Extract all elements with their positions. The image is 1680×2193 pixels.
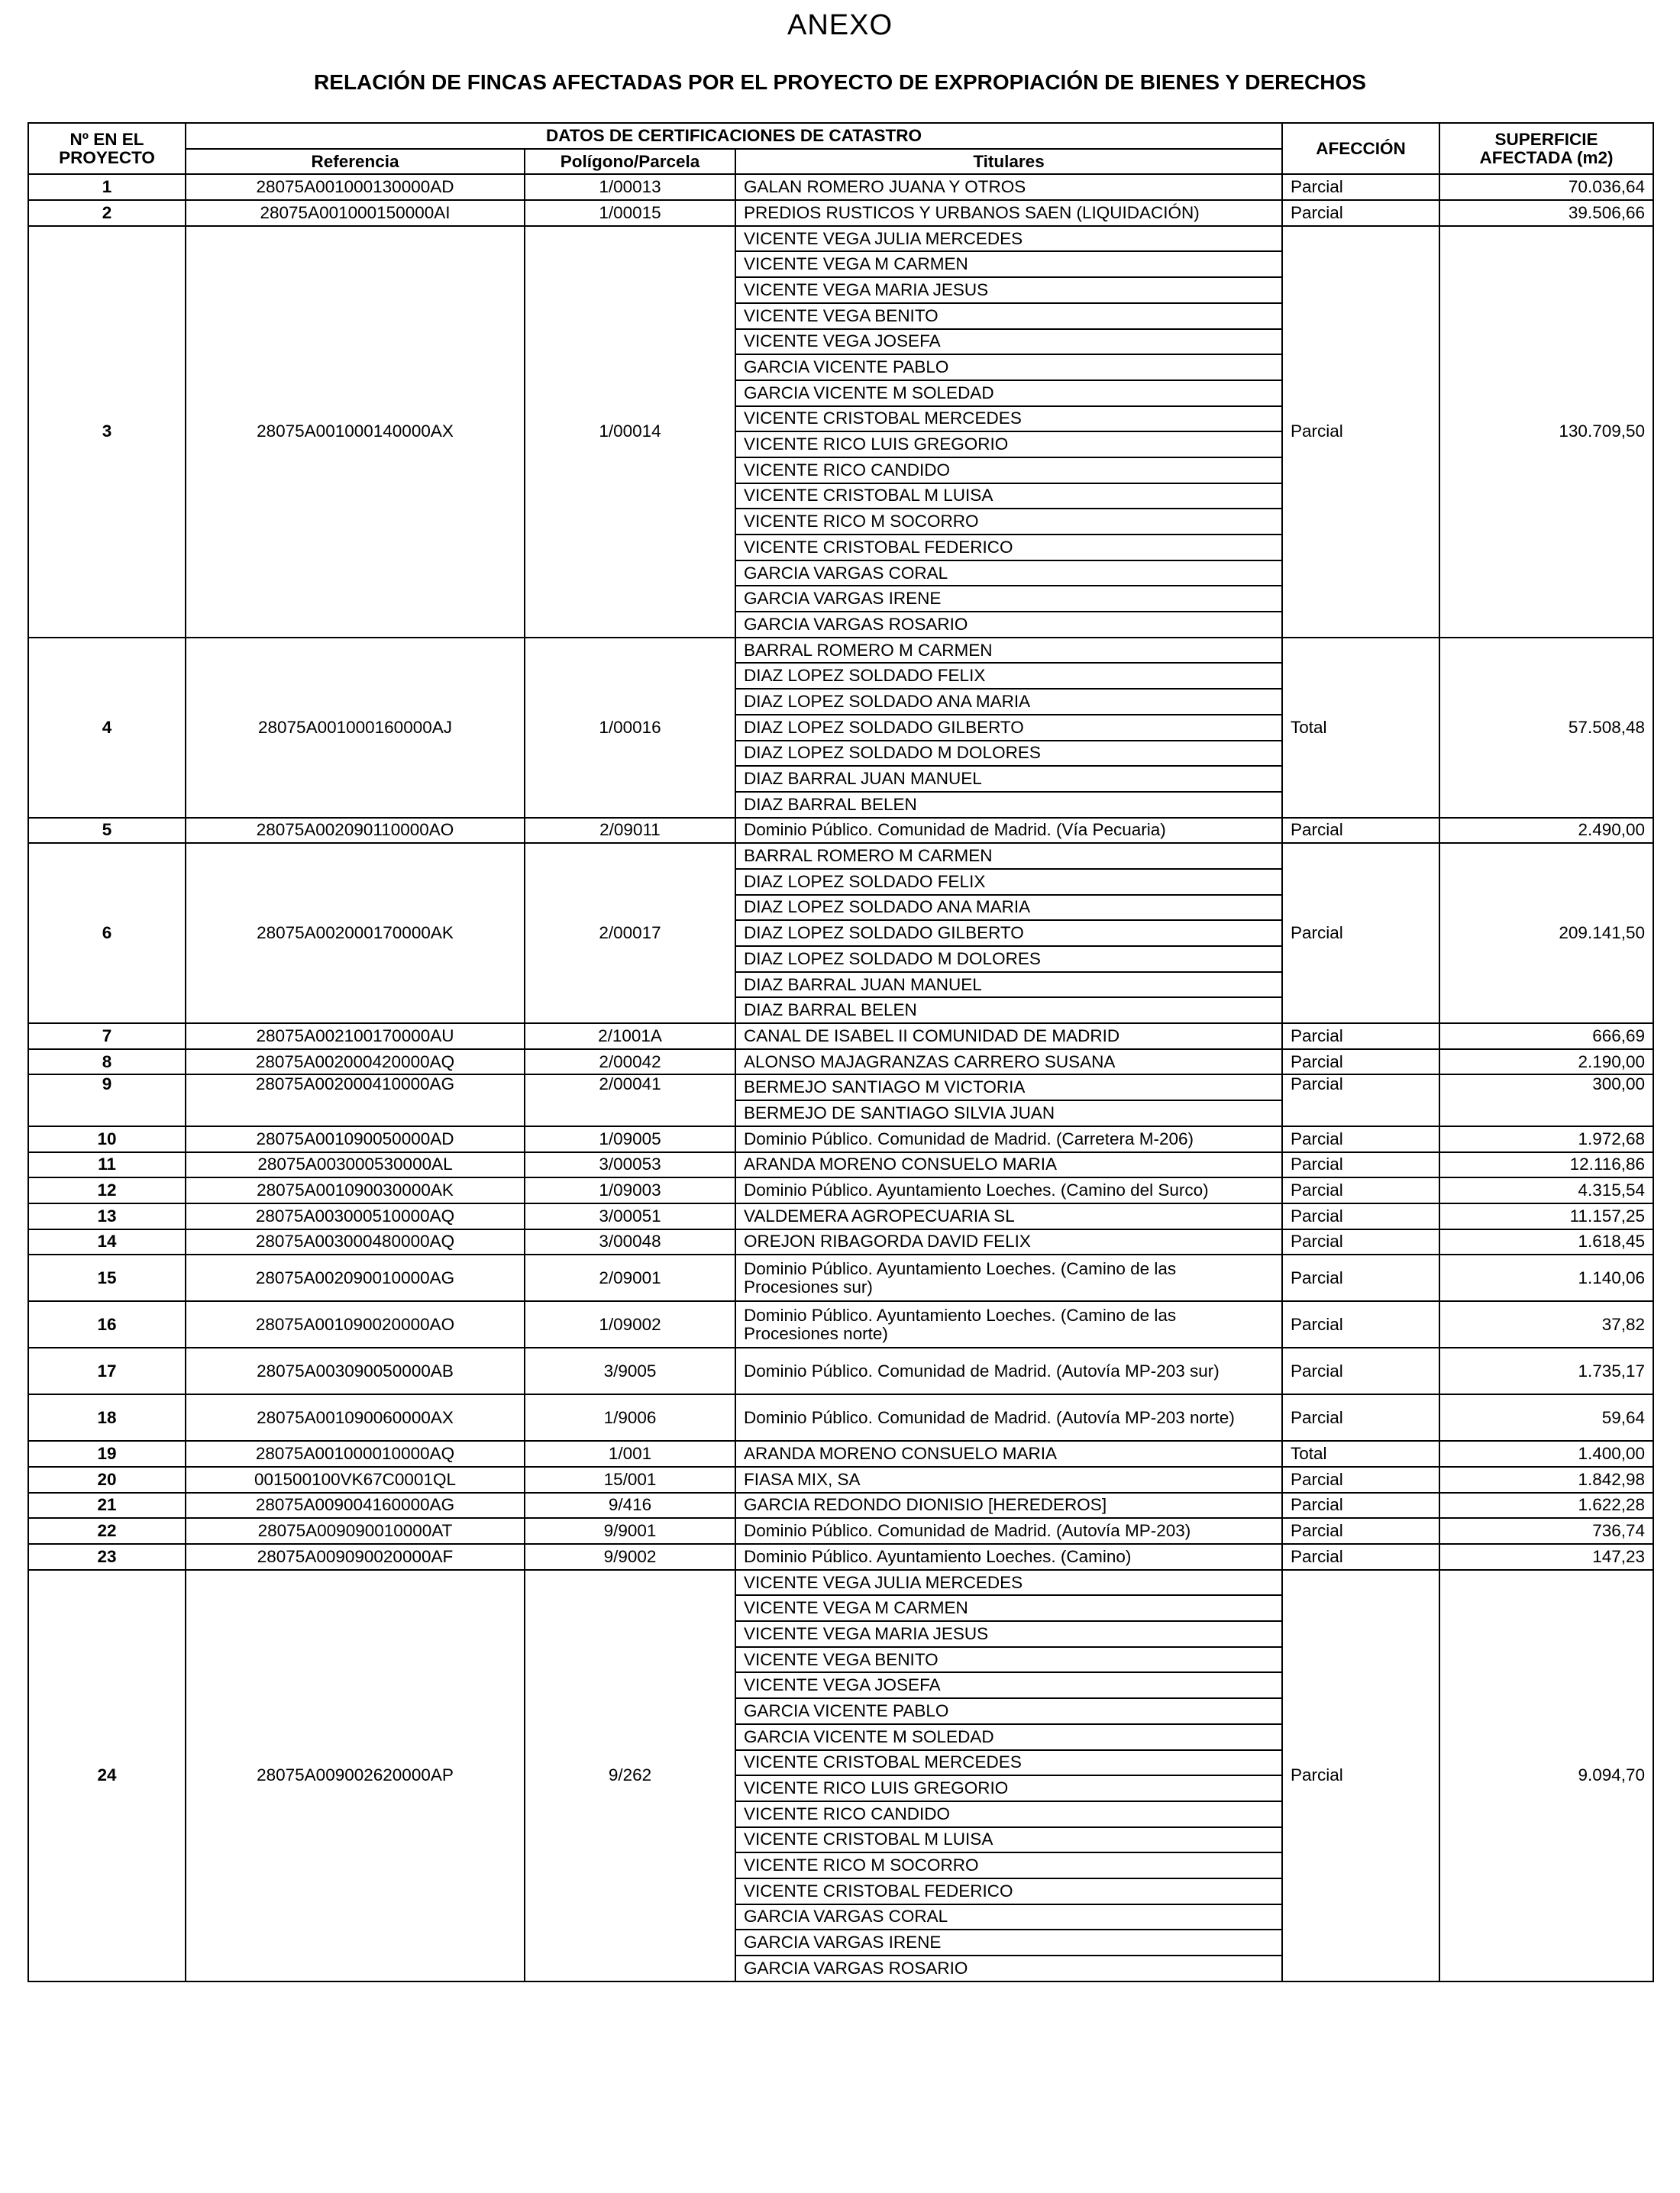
afeccion-value: Parcial (1282, 1467, 1439, 1493)
catastro-reference: 001500100VK67C0001QL (186, 1467, 525, 1493)
titular: OREJON RIBAGORDA DAVID FELIX (735, 1229, 1282, 1255)
afeccion-value: Parcial (1282, 1049, 1439, 1075)
titular: DIAZ BARRAL JUAN MANUEL (735, 766, 1282, 792)
titular: VICENTE RICO CANDIDO (735, 457, 1282, 483)
table-row (28, 1255, 1653, 1301)
afeccion-value: Parcial (1282, 1255, 1439, 1301)
table-row (28, 226, 1653, 252)
afeccion-value: Parcial (1282, 200, 1439, 226)
header-poligono: Polígono/Parcela (525, 149, 735, 175)
titular: GARCIA VARGAS IRENE (735, 586, 1282, 612)
titular: VICENTE VEGA JOSEFA (735, 1672, 1282, 1698)
titular: BERMEJO SANTIAGO M VICTORIA (735, 1074, 1282, 1100)
catastro-reference: 28075A003090050000AB (186, 1348, 525, 1394)
table-row (28, 1229, 1653, 1255)
finca-number: 3 (28, 226, 186, 638)
poligono-parcela: 1/09003 (525, 1177, 735, 1203)
afeccion-value: Parcial (1282, 1570, 1439, 1981)
titular: VICENTE VEGA JULIA MERCEDES (735, 226, 1282, 252)
finca-number: 7 (28, 1023, 186, 1049)
poligono-parcela: 15/001 (525, 1467, 735, 1493)
afeccion-value: Parcial (1282, 1518, 1439, 1544)
titular: VICENTE VEGA JOSEFA (735, 329, 1282, 355)
table-row (28, 174, 1653, 200)
titular: BERMEJO DE SANTIAGO SILVIA JUAN (735, 1100, 1282, 1126)
poligono-parcela: 1/00014 (525, 226, 735, 638)
superficie-value: 1.140,06 (1439, 1255, 1653, 1301)
poligono-parcela: 9/9001 (525, 1518, 735, 1544)
table-row (28, 1441, 1653, 1467)
titular: VICENTE CRISTOBAL M LUISA (735, 483, 1282, 509)
superficie-value: 1.618,45 (1439, 1229, 1653, 1255)
finca-number: 17 (28, 1348, 186, 1394)
poligono-parcela: 9/416 (525, 1493, 735, 1519)
poligono-parcela: 9/262 (525, 1570, 735, 1981)
afeccion-value: Parcial (1282, 226, 1439, 638)
superficie-value: 300,00 (1439, 1074, 1653, 1126)
finca-number: 21 (28, 1493, 186, 1519)
poligono-parcela: 1/00013 (525, 174, 735, 200)
titular: VALDEMERA AGROPECUARIA SL (735, 1203, 1282, 1229)
finca-number: 9 (28, 1074, 186, 1126)
titular: DIAZ LOPEZ SOLDADO GILBERTO (735, 715, 1282, 741)
finca-number: 20 (28, 1467, 186, 1493)
table-row (28, 638, 1653, 664)
finca-number: 8 (28, 1049, 186, 1075)
poligono-parcela: 1/001 (525, 1441, 735, 1467)
titular: Dominio Público. Comunidad de Madrid. (Vía Pecuaria) (735, 818, 1282, 844)
afeccion-value: Parcial (1282, 1348, 1439, 1394)
superficie-value: 1.842,98 (1439, 1467, 1653, 1493)
poligono-parcela: 2/1001A (525, 1023, 735, 1049)
titular: DIAZ LOPEZ SOLDADO ANA MARIA (735, 689, 1282, 715)
afeccion-value: Parcial (1282, 1301, 1439, 1348)
table-row (28, 1544, 1653, 1570)
titular: PREDIOS RUSTICOS Y URBANOS SAEN (LIQUIDACIÓN) (735, 200, 1282, 226)
poligono-parcela: 1/9006 (525, 1394, 735, 1441)
table-row (28, 200, 1653, 226)
titular: VICENTE RICO LUIS GREGORIO (735, 1775, 1282, 1801)
afeccion-value: Parcial (1282, 1126, 1439, 1152)
catastro-reference: 28075A002090010000AG (186, 1255, 525, 1301)
header-num: Nº EN EL PROYECTO (28, 123, 186, 174)
finca-number: 23 (28, 1544, 186, 1570)
catastro-reference: 28075A001000150000AI (186, 200, 525, 226)
titular: DIAZ BARRAL JUAN MANUEL (735, 972, 1282, 998)
poligono-parcela: 2/09011 (525, 818, 735, 844)
afeccion-value: Parcial (1282, 1023, 1439, 1049)
poligono-parcela: 1/00015 (525, 200, 735, 226)
finca-number: 10 (28, 1126, 186, 1152)
poligono-parcela: 9/9002 (525, 1544, 735, 1570)
titular: GARCIA VARGAS CORAL (735, 560, 1282, 586)
superficie-value: 2.490,00 (1439, 818, 1653, 844)
poligono-parcela: 3/00053 (525, 1152, 735, 1178)
table-row (28, 1023, 1653, 1049)
titular: DIAZ LOPEZ SOLDADO FELIX (735, 663, 1282, 689)
page-subtitle: RELACIÓN DE FINCAS AFECTADAS POR EL PROYECTO DE EXPROPIACIÓN DE BIENES Y DERECHOS (314, 70, 1366, 94)
catastro-reference: 28075A001090020000AO (186, 1301, 525, 1348)
titular: GARCIA VICENTE PABLO (735, 1698, 1282, 1724)
finca-number: 14 (28, 1229, 186, 1255)
table-row (28, 843, 1653, 869)
titular: VICENTE VEGA BENITO (735, 1647, 1282, 1673)
catastro-reference: 28075A002100170000AU (186, 1023, 525, 1049)
table-row (28, 1493, 1653, 1519)
catastro-reference: 28075A002090110000AO (186, 818, 525, 844)
finca-number: 19 (28, 1441, 186, 1467)
titular: VICENTE RICO CANDIDO (735, 1801, 1282, 1827)
poligono-parcela: 3/00048 (525, 1229, 735, 1255)
table-row (28, 1394, 1653, 1441)
table-row (28, 1203, 1653, 1229)
superficie-value: 736,74 (1439, 1518, 1653, 1544)
titular: GALAN ROMERO JUANA Y OTROS (735, 174, 1282, 200)
titular: ALONSO MAJAGRANZAS CARRERO SUSANA (735, 1049, 1282, 1075)
afeccion-value: Parcial (1282, 174, 1439, 200)
afeccion-value: Parcial (1282, 1493, 1439, 1519)
catastro-reference: 28075A009090020000AF (186, 1544, 525, 1570)
catastro-reference: 28075A001000010000AQ (186, 1441, 525, 1467)
titular: DIAZ LOPEZ SOLDADO GILBERTO (735, 920, 1282, 946)
catastro-reference: 28075A009004160000AG (186, 1493, 525, 1519)
table-header (28, 123, 1653, 174)
afeccion-value: Parcial (1282, 1177, 1439, 1203)
finca-number: 2 (28, 200, 186, 226)
finca-number: 18 (28, 1394, 186, 1441)
titular: Dominio Público. Ayuntamiento Loeches. (Camino) (735, 1544, 1282, 1570)
catastro-reference: 28075A001000140000AX (186, 226, 525, 638)
afeccion-value: Total (1282, 638, 1439, 818)
catastro-reference: 28075A009002620000AP (186, 1570, 525, 1981)
poligono-parcela: 1/00016 (525, 638, 735, 818)
titular: Dominio Público. Ayuntamiento Loeches. (Camino de las Procesiones sur) (735, 1255, 1282, 1301)
superficie-value: 39.506,66 (1439, 200, 1653, 226)
titular: DIAZ LOPEZ SOLDADO M DOLORES (735, 946, 1282, 972)
afeccion-value: Parcial (1282, 1229, 1439, 1255)
finca-number: 22 (28, 1518, 186, 1544)
table-row (28, 1126, 1653, 1152)
superficie-value: 147,23 (1439, 1544, 1653, 1570)
titular: ARANDA MORENO CONSUELO MARIA (735, 1441, 1282, 1467)
titular: DIAZ BARRAL BELEN (735, 997, 1282, 1023)
titular: DIAZ LOPEZ SOLDADO FELIX (735, 869, 1282, 895)
finca-number: 11 (28, 1152, 186, 1178)
catastro-reference: 28075A001000130000AD (186, 174, 525, 200)
afeccion-value: Parcial (1282, 843, 1439, 1023)
superficie-value: 4.315,54 (1439, 1177, 1653, 1203)
poligono-parcela: 1/09002 (525, 1301, 735, 1348)
afeccion-value: Parcial (1282, 1544, 1439, 1570)
superficie-value: 130.709,50 (1439, 226, 1653, 638)
superficie-value: 37,82 (1439, 1301, 1653, 1348)
titular: GARCIA VICENTE M SOLEDAD (735, 380, 1282, 406)
titular: VICENTE CRISTOBAL MERCEDES (735, 1750, 1282, 1776)
header-afeccion: AFECCIÓN (1282, 123, 1439, 174)
titular: CANAL DE ISABEL II COMUNIDAD DE MADRID (735, 1023, 1282, 1049)
catastro-reference: 28075A001090060000AX (186, 1394, 525, 1441)
superficie-value: 59,64 (1439, 1394, 1653, 1441)
poligono-parcela: 1/09005 (525, 1126, 735, 1152)
poligono-parcela: 2/00017 (525, 843, 735, 1023)
catastro-reference: 28075A003000480000AQ (186, 1229, 525, 1255)
finca-number: 4 (28, 638, 186, 818)
finca-number: 16 (28, 1301, 186, 1348)
header-titulares: Titulares (735, 149, 1282, 175)
page-title: ANEXO (787, 9, 893, 41)
table-row (28, 1049, 1653, 1075)
poligono-parcela: 3/9005 (525, 1348, 735, 1394)
titular: DIAZ LOPEZ SOLDADO M DOLORES (735, 741, 1282, 767)
catastro-reference: 28075A003000510000AQ (186, 1203, 525, 1229)
titular: GARCIA VARGAS CORAL (735, 1904, 1282, 1930)
superficie-value: 57.508,48 (1439, 638, 1653, 818)
titular: DIAZ BARRAL BELEN (735, 792, 1282, 818)
titular: DIAZ LOPEZ SOLDADO ANA MARIA (735, 895, 1282, 921)
superficie-value: 1.400,00 (1439, 1441, 1653, 1467)
afeccion-value: Total (1282, 1441, 1439, 1467)
titular: VICENTE RICO M SOCORRO (735, 509, 1282, 535)
titular: GARCIA VARGAS IRENE (735, 1930, 1282, 1956)
catastro-reference: 28075A002000170000AK (186, 843, 525, 1023)
catastro-reference: 28075A003000530000AL (186, 1152, 525, 1178)
titular: GARCIA VICENTE M SOLEDAD (735, 1724, 1282, 1750)
titular: VICENTE CRISTOBAL MERCEDES (735, 406, 1282, 432)
superficie-value: 11.157,25 (1439, 1203, 1653, 1229)
titular: VICENTE VEGA MARIA JESUS (735, 1621, 1282, 1647)
superficie-value: 2.190,00 (1439, 1049, 1653, 1075)
superficie-value: 12.116,86 (1439, 1152, 1653, 1178)
table-row (28, 818, 1653, 844)
poligono-parcela: 2/00041 (525, 1074, 735, 1126)
afeccion-value: Parcial (1282, 1203, 1439, 1229)
catastro-reference: 28075A002000420000AQ (186, 1049, 525, 1075)
catastro-reference: 28075A009090010000AT (186, 1518, 525, 1544)
header-referencia: Referencia (186, 149, 525, 175)
titular: GARCIA VARGAS ROSARIO (735, 612, 1282, 638)
header-superficie: SUPERFICIE AFECTADA (m2) (1439, 123, 1653, 174)
table-row (28, 1518, 1653, 1544)
titular: Dominio Público. Comunidad de Madrid. (Autovía MP-203) (735, 1518, 1282, 1544)
table-row (28, 1570, 1653, 1596)
afeccion-value: Parcial (1282, 1394, 1439, 1441)
catastro-reference: 28075A001090050000AD (186, 1126, 525, 1152)
titular: GARCIA REDONDO DIONISIO [HEREDEROS] (735, 1493, 1282, 1519)
finca-number: 5 (28, 818, 186, 844)
table-row (28, 1301, 1653, 1348)
titular: VICENTE VEGA BENITO (735, 303, 1282, 329)
afeccion-value: Parcial (1282, 818, 1439, 844)
superficie-value: 666,69 (1439, 1023, 1653, 1049)
table-row (28, 1177, 1653, 1203)
table-row (28, 1074, 1653, 1100)
titular: GARCIA VICENTE PABLO (735, 354, 1282, 380)
table-row (28, 1348, 1653, 1394)
poligono-parcela: 2/00042 (525, 1049, 735, 1075)
superficie-value: 1.972,68 (1439, 1126, 1653, 1152)
titular: VICENTE VEGA JULIA MERCEDES (735, 1570, 1282, 1596)
titular: VICENTE RICO M SOCORRO (735, 1852, 1282, 1878)
titular: Dominio Público. Comunidad de Madrid. (Autovía MP-203 sur) (735, 1348, 1282, 1394)
afeccion-value: Parcial (1282, 1152, 1439, 1178)
titular: VICENTE CRISTOBAL M LUISA (735, 1827, 1282, 1853)
superficie-value: 9.094,70 (1439, 1570, 1653, 1981)
table-row (28, 1467, 1653, 1493)
superficie-value: 70.036,64 (1439, 174, 1653, 200)
titular: VICENTE CRISTOBAL FEDERICO (735, 1878, 1282, 1904)
finca-number: 24 (28, 1570, 186, 1981)
titular: VICENTE VEGA M CARMEN (735, 1595, 1282, 1621)
finca-number: 15 (28, 1255, 186, 1301)
titular: BARRAL ROMERO M CARMEN (735, 843, 1282, 869)
titular: Dominio Público. Ayuntamiento Loeches. (Camino de las Procesiones norte) (735, 1301, 1282, 1348)
fincas-table (27, 122, 1654, 1982)
table-body (28, 174, 1653, 1981)
header-catastro-group: DATOS DE CERTIFICACIONES DE CATASTRO (186, 123, 1282, 149)
superficie-value: 1.735,17 (1439, 1348, 1653, 1394)
titular: BARRAL ROMERO M CARMEN (735, 638, 1282, 664)
catastro-reference: 28075A002000410000AG (186, 1074, 525, 1126)
finca-number: 12 (28, 1177, 186, 1203)
titular: Dominio Público. Comunidad de Madrid. (Carretera M-206) (735, 1126, 1282, 1152)
catastro-reference: 28075A001000160000AJ (186, 638, 525, 818)
afeccion-value: Parcial (1282, 1074, 1439, 1126)
titular: GARCIA VARGAS ROSARIO (735, 1956, 1282, 1981)
titular: VICENTE RICO LUIS GREGORIO (735, 431, 1282, 457)
titular: Dominio Público. Comunidad de Madrid. (Autovía MP-203 norte) (735, 1394, 1282, 1441)
finca-number: 6 (28, 843, 186, 1023)
table-row (28, 1152, 1653, 1178)
poligono-parcela: 3/00051 (525, 1203, 735, 1229)
titular: Dominio Público. Ayuntamiento Loeches. (Camino del Surco) (735, 1177, 1282, 1203)
finca-number: 13 (28, 1203, 186, 1229)
titular: VICENTE VEGA MARIA JESUS (735, 277, 1282, 303)
superficie-value: 1.622,28 (1439, 1493, 1653, 1519)
titular: FIASA MIX, SA (735, 1467, 1282, 1493)
finca-number: 1 (28, 174, 186, 200)
titular: VICENTE VEGA M CARMEN (735, 251, 1282, 277)
superficie-value: 209.141,50 (1439, 843, 1653, 1023)
poligono-parcela: 2/09001 (525, 1255, 735, 1301)
catastro-reference: 28075A001090030000AK (186, 1177, 525, 1203)
titular: VICENTE CRISTOBAL FEDERICO (735, 535, 1282, 560)
titular: ARANDA MORENO CONSUELO MARIA (735, 1152, 1282, 1178)
